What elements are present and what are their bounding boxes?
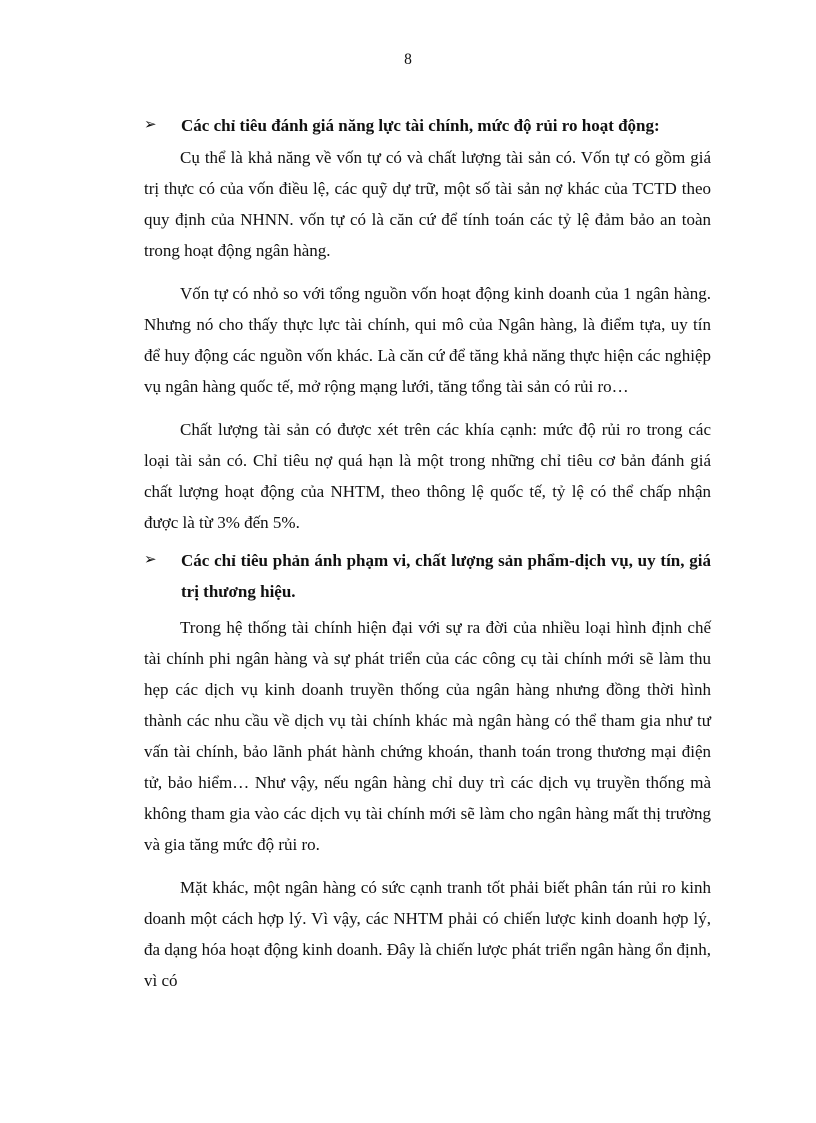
document-body: [144, 110, 711, 996]
heading-text: Các chỉ tiêu phản ánh phạm vi, chất lượng sản phẩm-dịch vụ, uy tín, giá trị thương hiệu.: [181, 551, 711, 601]
paragraph-asset-quality: Chất lượng tài sản có được xét trên các khía cạnh: mức độ rủi ro trong các loại tài sản có. Chỉ tiêu nợ quá hạn là một trong những chỉ tiêu cơ bản đánh giá chất lượng hoạt động của NHTM, theo thông lệ quốc tế, tỷ lệ có thể chấp nhận được là từ 3% đến 5%.: [144, 420, 711, 532]
section-heading-financial-capacity: [144, 110, 711, 141]
paragraph-equity-capital: Cụ thể là khả năng về vốn tự có và chất lượng tài sản có. Vốn tự có gồm giá trị thực có của vốn điều lệ, các quỹ dự trữ, một số tài sản nợ khác của TCTD theo quy định của NHNN. vốn tự có là căn cứ để tính toán các tỷ lệ đảm bảo an toàn trong hoạt động ngân hàng.: [144, 148, 711, 260]
arrow-bullet-icon: ➢: [144, 117, 157, 133]
paragraph-modern-financial-system: Trong hệ thống tài chính hiện đại với sự ra đời của nhiều loại hình định chế tài chính phi ngân hàng và sự phát triển của các công cụ tài chính mới sẽ làm thu hẹp các dịch vụ kinh doanh truyền thống của ngân hàng nhưng đồng thời hình thành các nhu cầu về dịch vụ tài chính khác mà ngân hàng có thể tham gia như tư vấn tài chính, bảo lãnh phát hành chứng khoán, thanh toán trong thương mại điện tử, bảo hiểm… Như vậy, nếu ngân hàng chỉ duy trì các dịch vụ truyền thống mà không tham gia vào các dịch vụ tài chính mới sẽ làm cho ngân hàng mất thị trường và gia tăng mức độ rủi ro.: [144, 618, 711, 854]
heading-text: Các chỉ tiêu đánh giá năng lực tài chính, mức độ rủi ro hoạt động:: [181, 116, 660, 135]
section-heading-services-brand: [144, 545, 711, 607]
paragraph-risk-diversification: Mặt khác, một ngân hàng có sức cạnh tranh tốt phải biết phân tán rủi ro kinh doanh một cách hợp lý. Vì vậy, các NHTM phải có chiến lược kinh doanh hợp lý, đa dạng hóa hoạt động kinh doanh. Đây là chiến lược phát triển ngân hàng ổn định, vì có: [144, 878, 711, 990]
page-number: 8: [404, 51, 412, 68]
paragraph-equity-role: Vốn tự có nhỏ so với tổng nguồn vốn hoạt động kinh doanh của 1 ngân hàng. Nhưng nó cho thấy thực lực tài chính, qui mô của Ngân hàng, là điểm tựa, uy tín để huy động các nguồn vốn khác. Là căn cứ để tăng khả năng thực hiện các nghiệp vụ ngân hàng quốc tế, mở rộng mạng lưới, tăng tổng tài sản có rủi ro…: [144, 284, 711, 396]
arrow-bullet-icon: ➢: [144, 552, 157, 568]
